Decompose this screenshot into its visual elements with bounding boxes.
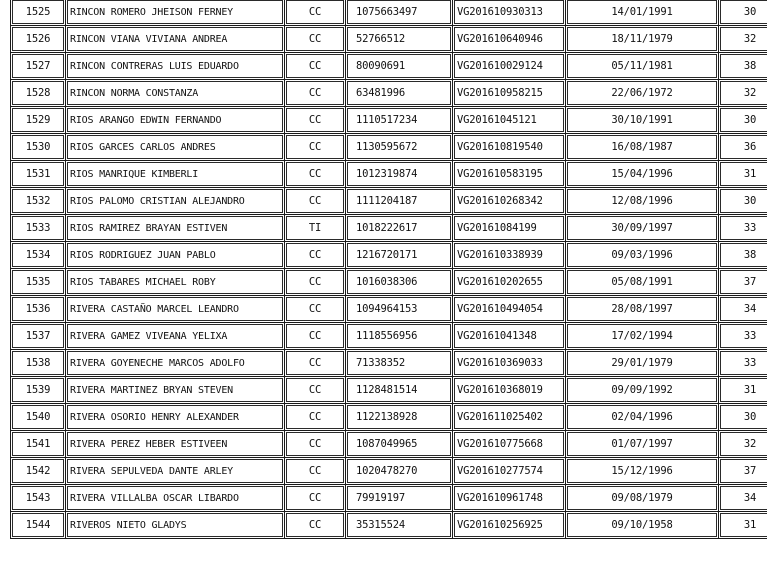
- registration-code-cell: VG201610369033: [453, 350, 566, 377]
- row-number-cell: 1541: [11, 431, 66, 458]
- row-number-cell: 1531: [11, 161, 66, 188]
- table-row: [11, 26, 767, 53]
- table-row: [11, 458, 767, 485]
- age-cell: 36: [719, 134, 767, 161]
- row-number-cell: 1532: [11, 188, 66, 215]
- birth-date-cell: 15/12/1996: [566, 458, 719, 485]
- document-id-cell: 1111204187: [346, 188, 453, 215]
- document-id-cell: 1087049965: [346, 431, 453, 458]
- registration-code-cell: VG201610268342: [453, 188, 566, 215]
- row-number-cell: 1530: [11, 134, 66, 161]
- registration-code-cell: VG201610640946: [453, 26, 566, 53]
- age-cell: 37: [719, 269, 767, 296]
- birth-date-cell: 05/11/1981: [566, 53, 719, 80]
- document-type-cell: CC: [285, 0, 346, 26]
- table-row: [11, 404, 767, 431]
- age-cell: 32: [719, 80, 767, 107]
- full-name-cell: RIVERA CASTAÑO MARCEL LEANDRO: [66, 296, 285, 323]
- row-number-cell: 1533: [11, 215, 66, 242]
- document-type-cell: CC: [285, 134, 346, 161]
- document-id-cell: 1118556956: [346, 323, 453, 350]
- age-cell: 38: [719, 242, 767, 269]
- row-number-cell: 1537: [11, 323, 66, 350]
- table-row: [11, 269, 767, 296]
- full-name-cell: RINCON NORMA CONSTANZA: [66, 80, 285, 107]
- document-id-cell: 1122138928: [346, 404, 453, 431]
- birth-date-cell: 29/01/1979: [566, 350, 719, 377]
- row-number-cell: 1526: [11, 26, 66, 53]
- table-row: [11, 161, 767, 188]
- birth-date-cell: 30/09/1997: [566, 215, 719, 242]
- full-name-cell: RIOS GARCES CARLOS ANDRES: [66, 134, 285, 161]
- table-row: [11, 242, 767, 269]
- registration-code-cell: VG20161041348: [453, 323, 566, 350]
- document-type-cell: CC: [285, 350, 346, 377]
- table-row: [11, 0, 767, 26]
- document-type-cell: CC: [285, 458, 346, 485]
- full-name-cell: RIVERA OSORIO HENRY ALEXANDER: [66, 404, 285, 431]
- table-row: [11, 323, 767, 350]
- registration-code-cell: VG201611025402: [453, 404, 566, 431]
- registration-code-cell: VG201610775668: [453, 431, 566, 458]
- age-cell: 33: [719, 350, 767, 377]
- full-name-cell: RIOS PALOMO CRISTIAN ALEJANDRO: [66, 188, 285, 215]
- table-row: [11, 350, 767, 377]
- full-name-cell: RIVERA MARTINEZ BRYAN STEVEN: [66, 377, 285, 404]
- full-name-cell: RIOS ARANGO EDWIN FERNANDO: [66, 107, 285, 134]
- age-cell: 31: [719, 377, 767, 404]
- age-cell: 31: [719, 161, 767, 188]
- age-cell: 34: [719, 485, 767, 512]
- table-row: [11, 80, 767, 107]
- document-type-cell: CC: [285, 107, 346, 134]
- age-cell: 32: [719, 431, 767, 458]
- document-type-cell: CC: [285, 53, 346, 80]
- age-cell: 33: [719, 323, 767, 350]
- row-number-cell: 1534: [11, 242, 66, 269]
- age-cell: 30: [719, 107, 767, 134]
- document-type-cell: CC: [285, 80, 346, 107]
- row-number-cell: 1529: [11, 107, 66, 134]
- registration-code-cell: VG201610338939: [453, 242, 566, 269]
- registration-code-cell: VG201610961748: [453, 485, 566, 512]
- table-row: [11, 377, 767, 404]
- document-type-cell: CC: [285, 188, 346, 215]
- registration-code-cell: VG201610202655: [453, 269, 566, 296]
- registration-code-cell: VG201610029124: [453, 53, 566, 80]
- age-cell: 32: [719, 26, 767, 53]
- full-name-cell: RIOS RAMIREZ BRAYAN ESTIVEN: [66, 215, 285, 242]
- row-number-cell: 1525: [11, 0, 66, 26]
- birth-date-cell: 18/11/1979: [566, 26, 719, 53]
- registration-code-cell: VG201610256925: [453, 512, 566, 539]
- document-type-cell: CC: [285, 242, 346, 269]
- row-number-cell: 1539: [11, 377, 66, 404]
- registration-code-cell: VG201610583195: [453, 161, 566, 188]
- birth-date-cell: 09/08/1979: [566, 485, 719, 512]
- full-name-cell: RIVERA PEREZ HEBER ESTIVEEN: [66, 431, 285, 458]
- birth-date-cell: 30/10/1991: [566, 107, 719, 134]
- document-id-cell: 71338352: [346, 350, 453, 377]
- birth-date-cell: 22/06/1972: [566, 80, 719, 107]
- full-name-cell: RINCON CONTRERAS LUIS EDUARDO: [66, 53, 285, 80]
- registration-code-cell: VG20161045121: [453, 107, 566, 134]
- document-type-cell: CC: [285, 161, 346, 188]
- table-row: [11, 512, 767, 539]
- table-row: [11, 485, 767, 512]
- row-number-cell: 1544: [11, 512, 66, 539]
- document-id-cell: 1016038306: [346, 269, 453, 296]
- age-cell: 30: [719, 0, 767, 26]
- birth-date-cell: 09/10/1958: [566, 512, 719, 539]
- birth-date-cell: 28/08/1997: [566, 296, 719, 323]
- age-cell: 34: [719, 296, 767, 323]
- registration-code-cell: VG201610277574: [453, 458, 566, 485]
- document-type-cell: CC: [285, 404, 346, 431]
- birth-date-cell: 09/03/1996: [566, 242, 719, 269]
- document-id-cell: 63481996: [346, 80, 453, 107]
- registration-code-cell: VG201610930313: [453, 0, 566, 26]
- age-cell: 37: [719, 458, 767, 485]
- row-number-cell: 1528: [11, 80, 66, 107]
- row-number-cell: 1527: [11, 53, 66, 80]
- full-name-cell: RINCON VIANA VIVIANA ANDREA: [66, 26, 285, 53]
- birth-date-cell: 15/04/1996: [566, 161, 719, 188]
- age-cell: 31: [719, 512, 767, 539]
- table-row: [11, 188, 767, 215]
- document-type-cell: CC: [285, 296, 346, 323]
- document-type-cell: CC: [285, 485, 346, 512]
- document-type-cell: CC: [285, 269, 346, 296]
- table-row: [11, 215, 767, 242]
- document-id-cell: 1216720171: [346, 242, 453, 269]
- full-name-cell: RIOS MANRIQUE KIMBERLI: [66, 161, 285, 188]
- document-type-cell: CC: [285, 512, 346, 539]
- birth-date-cell: 16/08/1987: [566, 134, 719, 161]
- document-type-cell: CC: [285, 377, 346, 404]
- row-number-cell: 1535: [11, 269, 66, 296]
- document-id-cell: 35315524: [346, 512, 453, 539]
- document-type-cell: CC: [285, 323, 346, 350]
- document-id-cell: 1110517234: [346, 107, 453, 134]
- full-name-cell: RIVERA SEPULVEDA DANTE ARLEY: [66, 458, 285, 485]
- birth-date-cell: 02/04/1996: [566, 404, 719, 431]
- age-cell: 33: [719, 215, 767, 242]
- row-number-cell: 1540: [11, 404, 66, 431]
- table-row: [11, 296, 767, 323]
- document-id-cell: 1130595672: [346, 134, 453, 161]
- full-name-cell: RIVERA GOYENECHE MARCOS ADOLFO: [66, 350, 285, 377]
- row-number-cell: 1543: [11, 485, 66, 512]
- registration-code-cell: VG201610958215: [453, 80, 566, 107]
- full-name-cell: RIVEROS NIETO GLADYS: [66, 512, 285, 539]
- row-number-cell: 1542: [11, 458, 66, 485]
- registration-code-cell: VG20161084199: [453, 215, 566, 242]
- full-name-cell: RINCON ROMERO JHEISON FERNEY: [66, 0, 285, 26]
- roster-table-body: [11, 0, 767, 539]
- birth-date-cell: 12/08/1996: [566, 188, 719, 215]
- document-id-cell: 1012319874: [346, 161, 453, 188]
- document-id-cell: 80090691: [346, 53, 453, 80]
- birth-date-cell: 14/01/1991: [566, 0, 719, 26]
- table-row: [11, 53, 767, 80]
- document-type-cell: CC: [285, 26, 346, 53]
- document-type-cell: CC: [285, 431, 346, 458]
- document-id-cell: 1018222617: [346, 215, 453, 242]
- full-name-cell: RIVERA GAMEZ VIVEANA YELIXA: [66, 323, 285, 350]
- table-row: [11, 431, 767, 458]
- registration-code-cell: VG201610368019: [453, 377, 566, 404]
- document-id-cell: 1020478270: [346, 458, 453, 485]
- table-row: [11, 134, 767, 161]
- age-cell: 38: [719, 53, 767, 80]
- document-id-cell: 1075663497: [346, 0, 453, 26]
- age-cell: 30: [719, 404, 767, 431]
- document-type-cell: TI: [285, 215, 346, 242]
- row-number-cell: 1538: [11, 350, 66, 377]
- full-name-cell: RIOS TABARES MICHAEL ROBY: [66, 269, 285, 296]
- age-cell: 30: [719, 188, 767, 215]
- roster-table: [10, 0, 767, 539]
- registration-code-cell: VG201610494054: [453, 296, 566, 323]
- birth-date-cell: 01/07/1997: [566, 431, 719, 458]
- row-number-cell: 1536: [11, 296, 66, 323]
- document-id-cell: 52766512: [346, 26, 453, 53]
- birth-date-cell: 17/02/1994: [566, 323, 719, 350]
- full-name-cell: RIVERA VILLALBA OSCAR LIBARDO: [66, 485, 285, 512]
- birth-date-cell: 09/09/1992: [566, 377, 719, 404]
- table-row: [11, 107, 767, 134]
- full-name-cell: RIOS RODRIGUEZ JUAN PABLO: [66, 242, 285, 269]
- document-id-cell: 1094964153: [346, 296, 453, 323]
- document-id-cell: 79919197: [346, 485, 453, 512]
- document-id-cell: 1128481514: [346, 377, 453, 404]
- registration-code-cell: VG201610819540: [453, 134, 566, 161]
- birth-date-cell: 05/08/1991: [566, 269, 719, 296]
